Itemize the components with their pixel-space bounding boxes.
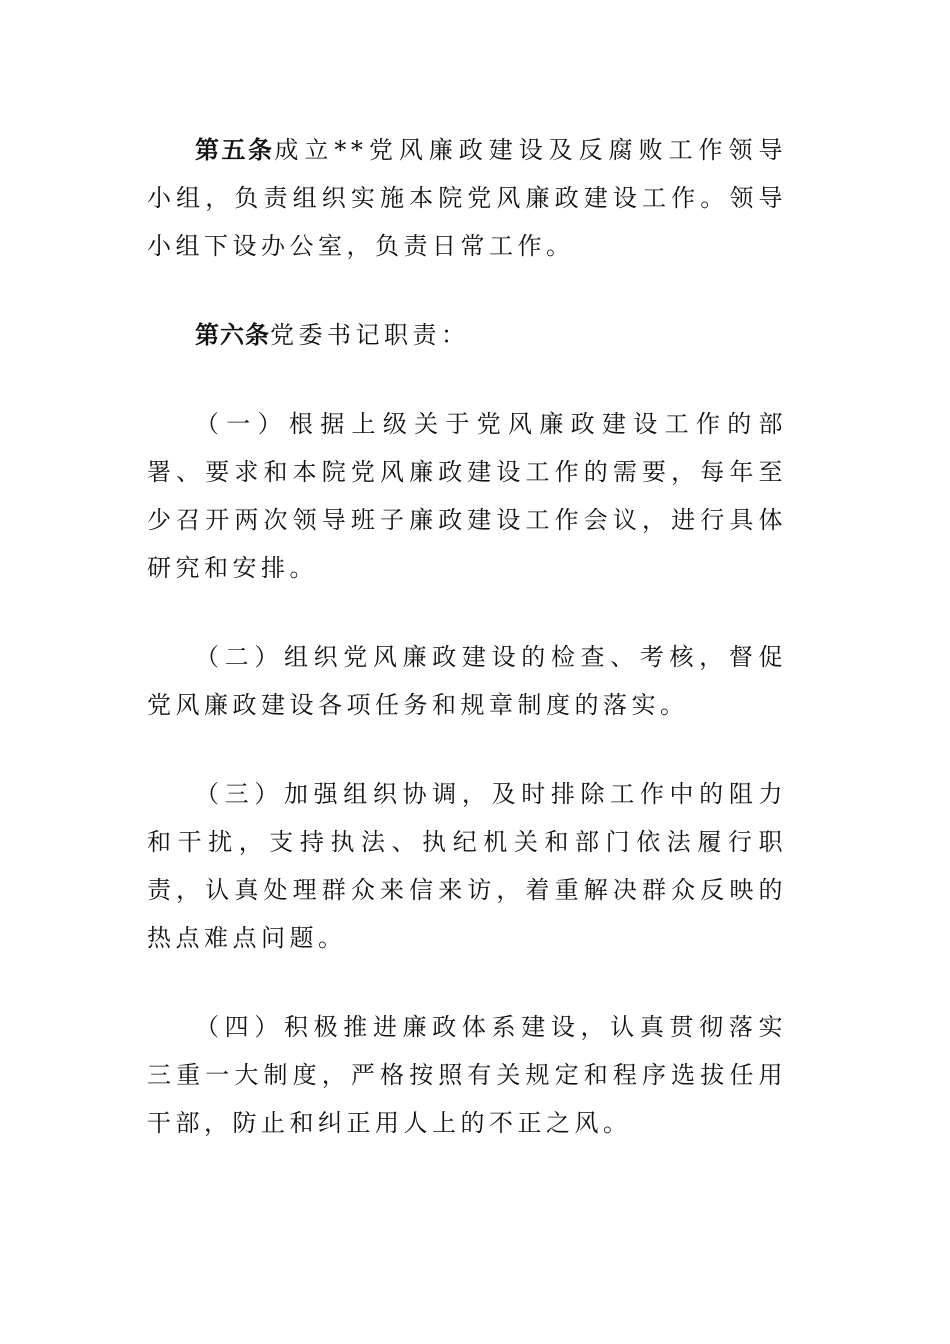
duty-item-1: （一）根据上级关于党风廉政建设工作的部署、要求和本院党风廉政建设工作的需要，每年至少召开两次领导班子廉政建设工作会议，进行具体研究和安排。 xyxy=(147,410,787,582)
document-body xyxy=(147,126,787,1147)
article-5-paragraph xyxy=(147,126,787,270)
duty-item-2: （二）组织党风廉政建设的检查、考核，督促党风廉政建设各项任务和规章制度的落实。 xyxy=(147,643,787,719)
article-6-label: 第六条 xyxy=(195,321,270,349)
article-5-text: 成立**党风廉政建设及反腐败工作领导小组，负责组织实施本院党风廉政建设工作。领导小组下设办公室，负责日常工作。 xyxy=(147,136,787,260)
duty-item-3: （三）加强组织协调，及时排除工作中的阻力和干扰，支持执法、执纪机关和部门依法履行职责，认真处理群众来信来访，着重解决群众反映的热点难点问题。 xyxy=(147,780,787,952)
duty-item-4: （四）积极推进廉政体系建设，认真贯彻落实三重一大制度，严格按照有关规定和程序选拔任用干部，防止和纠正用人上的不正之风。 xyxy=(147,1013,787,1137)
article-5-label: 第五条 xyxy=(195,136,275,164)
article-6-text: 党委书记职责： xyxy=(270,321,470,349)
article-6-paragraph xyxy=(147,311,787,359)
